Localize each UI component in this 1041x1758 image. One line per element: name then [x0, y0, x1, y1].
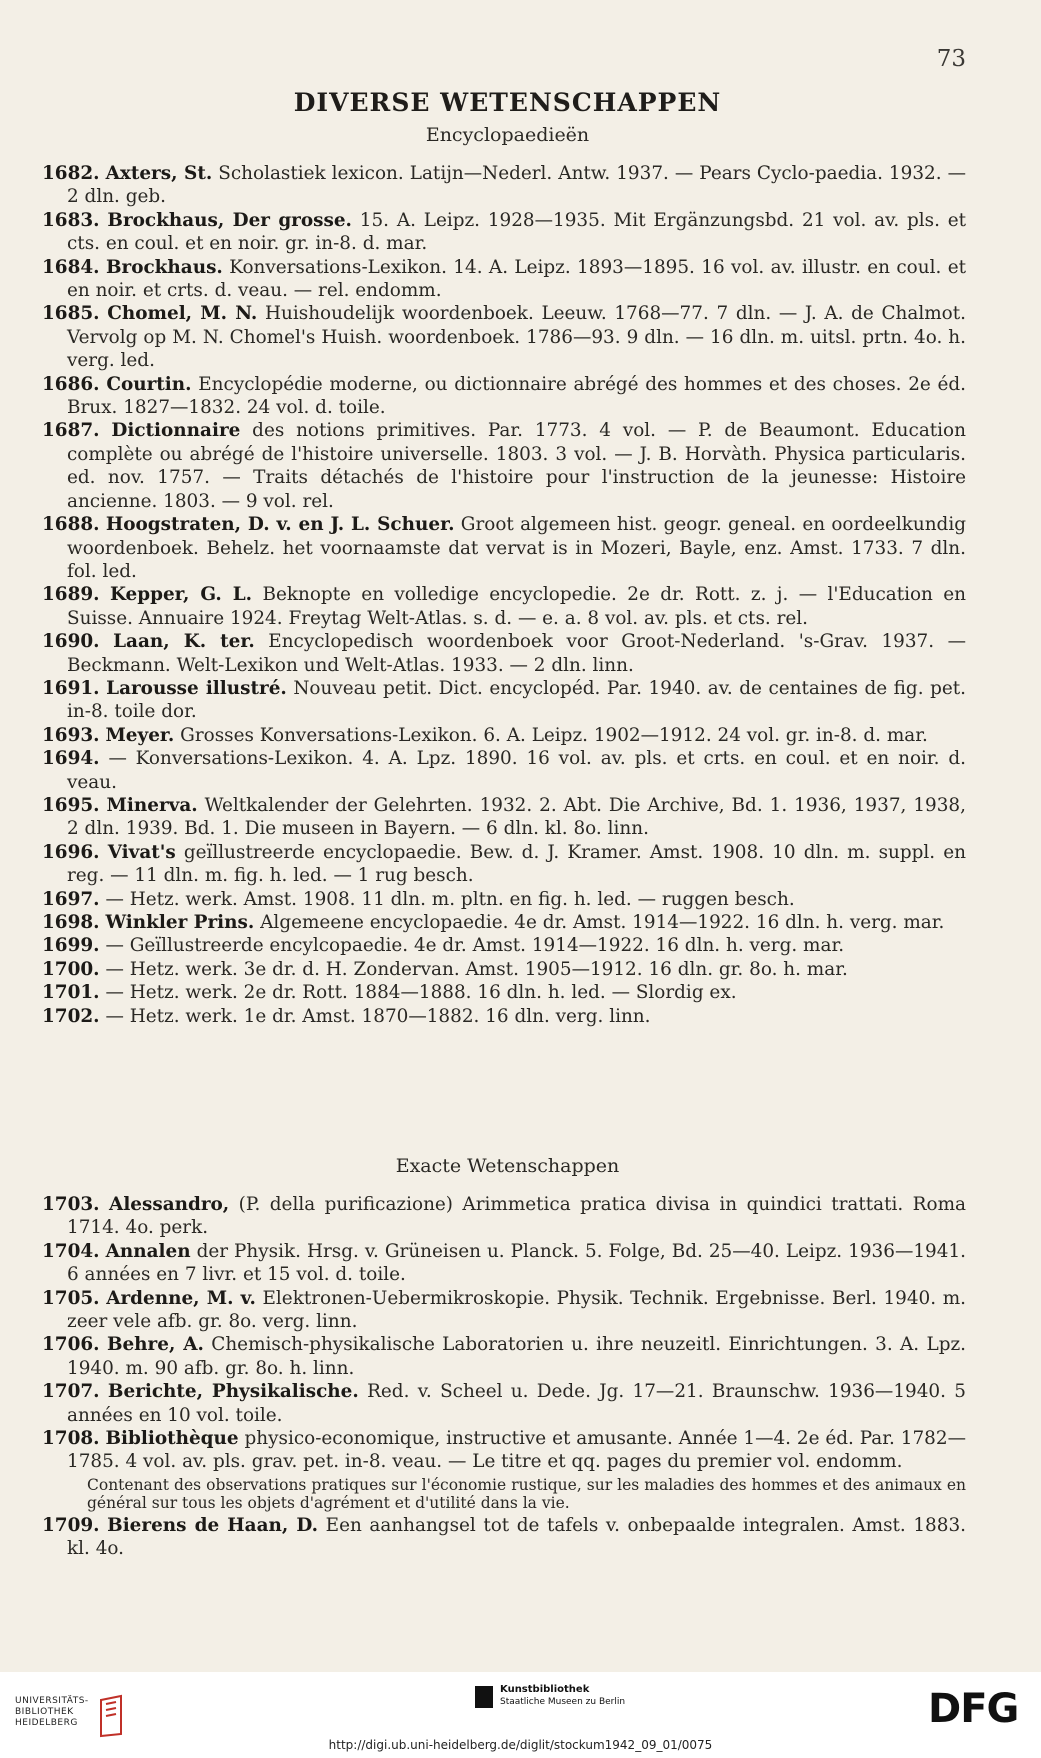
catalog-entry — [42, 747, 966, 794]
catalog-entry — [42, 1193, 966, 1240]
entry-heading: Larousse illustré. — [106, 677, 287, 699]
university-seal-icon — [95, 1694, 127, 1738]
entry-number: 1689. — [42, 584, 100, 606]
entry-heading: Kepper, G. L. — [109, 584, 253, 606]
entry-text: Weltkalender der Gelehrten. 1932. 2. Abt. Die Archive, Bd. 1. 1936, 1937, 1938, 2 dln. 1939. Bd. 1. Die museen in Bayern. — 6 dln. kl. 8o. linn. — [67, 794, 966, 840]
subsection-title-exact-sciences: Exacte Wetenschappen — [395, 1155, 620, 1177]
entry-number: 1687. — [42, 420, 100, 442]
entry-heading: Annalen — [105, 1240, 191, 1262]
entry-number: 1701. — [42, 982, 100, 1004]
catalog-entry — [42, 1380, 966, 1427]
entry-text: Algemeene encyclopaedie. 4e dr. Amst. 1914—1922. 16 dln. h. verg. mar. — [260, 912, 945, 933]
subsection-title-encyclopaedia: Encyclopaedieën — [425, 124, 590, 146]
entry-heading: Chomel, M. N. — [107, 303, 258, 325]
entry-heading: Dictionnaire — [111, 420, 241, 442]
entry-number: 1706. — [42, 1334, 100, 1356]
uni-line: HEIDELBERG — [15, 1718, 78, 1728]
dfg-logo[interactable]: DFG — [928, 1686, 1019, 1732]
page-url[interactable]: http://digi.ub.uni-heidelberg.de/diglit/stockum1942_09_01/0075 — [328, 1738, 713, 1752]
uni-line: UNIVERSITÄTS- — [15, 1696, 89, 1706]
entry-heading: Bierens de Haan, D. — [107, 1514, 319, 1536]
entry-text: Groot algemeen hist. geogr. geneal. en oordeelkundig woordenboek. Behelz. het voornaamste dat vervat is in Mozeri, Bayle, enz. Amst. 1733. 7 dln. fol. led. — [67, 514, 966, 582]
entry-heading: Behre, A. — [106, 1334, 204, 1356]
entry-heading: Axters, St. — [105, 163, 213, 184]
entry-text: — Hetz. werk. 3e dr. d. H. Zondervan. Amst. 1905—1912. 16 dln. gr. 8o. h. mar. — [105, 958, 848, 980]
entry-number: 1695. — [42, 794, 100, 816]
entry-number: 1708. — [42, 1428, 100, 1450]
entry-number: 1700. — [42, 958, 100, 980]
catalog-entry — [42, 677, 966, 724]
entry-text: Nouveau petit. Dict. encyclopéd. Par. 1940. av. de centaines de fig. pet. in-8. toile dor. — [67, 677, 966, 723]
catalog-entry — [42, 583, 966, 630]
catalog-entry — [42, 794, 966, 841]
entry-number: 1707. — [42, 1381, 100, 1403]
entry-text: — Konversations-Lexikon. 4. A. Lpz. 1890. 16 vol. av. pls. et crts. en coul. et en noir. d. veau. — [67, 748, 966, 793]
catalog-entry — [42, 256, 966, 303]
entry-heading: Brockhaus. — [105, 256, 223, 278]
entry-number: 1709. — [42, 1514, 100, 1536]
entry-number: 1696. — [42, 841, 100, 863]
entry-text: Konversations-Lexikon. 14. A. Leipz. 1893—1895. 16 vol. av. illustr. en coul. et en noir. et crts. d. veau. — rel. endomm. — [67, 256, 966, 302]
entry-heading: Hoogstraten, D. v. en J. L. Schuer. — [105, 514, 455, 536]
entry-number: 1699. — [42, 935, 100, 957]
kb-subtitle: Staatliche Museen zu Berlin — [500, 1697, 626, 1707]
kb-title: Kunstbibliothek — [500, 1684, 590, 1695]
page-number: 73 — [936, 46, 966, 72]
entry-number: 1683. — [42, 209, 100, 231]
catalog-entry — [42, 630, 966, 677]
entry-heading: Minerva. — [106, 794, 198, 816]
entry-number: 1704. — [42, 1240, 100, 1262]
catalog-entry — [42, 1005, 966, 1028]
section-title: DIVERSE WETENSCHAPPEN — [293, 88, 722, 117]
entry-number: 1703. — [42, 1194, 100, 1215]
catalog-entry — [42, 1287, 966, 1334]
entry-heading: Courtin. — [106, 373, 192, 395]
entry-heading: Meyer. — [105, 724, 175, 746]
entry-text: geïllustreerde encyclopaedie. Bew. d. J. Kramer. Amst. 1908. 10 dln. m. suppl. en reg. — 11 dln. m. fig. h. led. — 1 rug besch. — [67, 841, 966, 887]
catalog-entry — [42, 513, 966, 583]
catalog-entry — [42, 373, 966, 420]
catalog-entry — [42, 958, 966, 981]
entry-number: 1702. — [42, 1005, 100, 1027]
entry-heading: Alessandro, — [109, 1194, 230, 1215]
entry-text: — Hetz. werk. Amst. 1908. 11 dln. m. pltn. en fig. h. led. — ruggen besch. — [105, 888, 795, 910]
catalog-entry — [42, 209, 966, 256]
entry-number: 1693. — [42, 724, 100, 746]
catalog-entry — [42, 1514, 966, 1561]
entry-text: Encyclopédie moderne, ou dictionnaire abrégé des hommes et des choses. 2e éd. Brux. 1827—1832. 24 vol. d. toile. — [67, 373, 966, 419]
entry-heading: Laan, K. ter. — [113, 631, 255, 653]
catalog-entry — [42, 724, 966, 747]
footer-bar — [0, 1672, 1041, 1758]
entry-heading: Vivat's — [107, 841, 176, 863]
entry-number: 1682. — [42, 163, 100, 184]
entry-text: Beknopte en volledige encyclopedie. 2e dr. Rott. z. j. — l'Education en Suisse. Annuaire 1924. Freytag Welt-Atlas. s. d. — e. a. 8 vol. av. pls. et cts. rel. — [67, 584, 966, 629]
entry-text: — Geïllustreerde encylcopaedie. 4e dr. Amst. 1914—1922. 16 dln. h. verg. mar. — [105, 935, 845, 957]
entry-text: Grosses Konversations-Lexikon. 6. A. Leipz. 1902—1912. 24 vol. gr. in-8. d. mar. — [180, 724, 928, 746]
entry-heading: Bibliothèque — [105, 1428, 239, 1450]
entry-number: 1697. — [42, 888, 100, 910]
entry-number: 1694. — [42, 748, 100, 770]
catalog-entry — [42, 1240, 966, 1287]
entry-text: — Hetz. werk. 2e dr. Rott. 1884—1888. 16 dln. h. led. — Slordig ex. — [105, 982, 737, 1004]
entry-text: Huishoudelijk woordenboek. Leeuw. 1768—77. 7 dln. — J. A. de Chalmot. Vervolg op M. N. Chomel's Huish. woordenboek. 1786—93. 9 dln. — 16 dln. m. uitsl. prtn. 4o. h. verg. led. — [67, 303, 966, 372]
catalog-entry — [42, 1333, 966, 1380]
university-library-logo[interactable] — [15, 1694, 175, 1744]
kunstbibliothek-mark-icon — [475, 1686, 493, 1708]
entry-text: Een aanhangsel tot de tafels v. onbepaalde integralen. Amst. 1883. kl. 4o. — [67, 1514, 966, 1560]
entry-heading: Berichte, Physikalische. — [107, 1381, 359, 1403]
entry-text: Scholastiek lexicon. Latijn—Nederl. Antw. 1937. — Pears Cyclo-paedia. 1932. — 2 dln. geb. — [67, 163, 966, 208]
entry-text: des notions primitives. Par. 1773. 4 vol. — P. de Beaumont. Education complète ou abrégé de l'histoire universelle. 1803. 3 vol. — J. B. Horvàth. Physica particularis. ed. nov. 1757. — Traits détachés de l'histoire pour l'instruction de la jeunesse: Histoire ancienne. 1803. — 9 vol. rel. — [67, 420, 966, 512]
entry-text: physico-economique, instructive et amusante. Année 1—4. 2e éd. Par. 1782—1785. 4 vol. av. pls. grav. pet. in-8. veau. — Le titre et qq. pages du premier vol. endomm. — [67, 1428, 966, 1473]
catalog-entry — [42, 162, 966, 209]
catalog-entry — [42, 911, 966, 934]
catalog-entry — [42, 302, 966, 372]
entry-number: 1685. — [42, 303, 100, 325]
catalog-entry — [42, 419, 966, 513]
catalog-entry — [42, 934, 966, 957]
catalog-entry — [42, 841, 966, 888]
entry-text: (P. della purificazione) Arimmetica pratica divisa in quindici trattati. Roma 1714. 4o. perk. — [67, 1194, 966, 1239]
entry-note: Contenant des observations pratiques sur l'économie rustique, sur les maladies des hommes et des animaux en général sur tous les objets d'agrément et d'utilité dans la vie. — [87, 1475, 966, 1512]
entry-text: 15. A. Leipz. 1928—1935. Mit Ergänzungsbd. 21 vol. av. pls. et cts. en coul. et en noir. gr. in-8. d. mar. — [67, 209, 966, 255]
entry-number: 1688. — [42, 514, 100, 536]
entry-text: Encyclopedisch woordenboek voor Groot-Nederland. 's-Grav. 1937. — Beckmann. Welt-Lexikon und Welt-Atlas. 1933. — 2 dln. linn. — [67, 631, 966, 676]
entry-text: Elektronen-Uebermikroskopie. Physik. Technik. Ergebnisse. Berl. 1940. m. zeer vele afb. gr. 8o. verg. linn. — [67, 1287, 966, 1333]
catalog-entry — [42, 1427, 966, 1474]
entries-encyclopaedia — [42, 162, 966, 1028]
entry-heading: Winkler Prins. — [105, 912, 255, 933]
entry-number: 1684. — [42, 256, 100, 278]
entry-number: 1705. — [42, 1287, 100, 1309]
entry-heading: Brockhaus, Der grosse. — [107, 209, 352, 231]
entries-exact-sciences — [42, 1193, 966, 1561]
entry-heading: Ardenne, M. v. — [106, 1287, 256, 1309]
uni-line: BIBLIOTHEK — [15, 1707, 74, 1717]
entry-text: Red. v. Scheel u. Dede. Jg. 17—21. Braunschw. 1936—1940. 5 années en 10 vol. toile. — [67, 1381, 966, 1426]
entry-text: Chemisch-physikalische Laboratorien u. ihre neuzeitl. Einrichtungen. 3. A. Lpz. 1940. m. 90 afb. gr. 8o. h. linn. — [67, 1334, 966, 1379]
entry-text: der Physik. Hrsg. v. Grüneisen u. Planck. 5. Folge, Bd. 25—40. Leipz. 1936—1941. 6 années en 7 livr. et 15 vol. d. toile. — [67, 1240, 966, 1286]
kunstbibliothek-logo[interactable] — [475, 1682, 635, 1722]
catalog-entry — [42, 981, 966, 1004]
entry-number: 1690. — [42, 631, 100, 653]
entry-number: 1691. — [42, 677, 100, 699]
entry-number: 1686. — [42, 373, 100, 395]
entry-number: 1698. — [42, 912, 100, 933]
catalog-entry — [42, 888, 966, 911]
entry-text: — Hetz. werk. 1e dr. Amst. 1870—1882. 16 dln. verg. linn. — [105, 1005, 651, 1027]
